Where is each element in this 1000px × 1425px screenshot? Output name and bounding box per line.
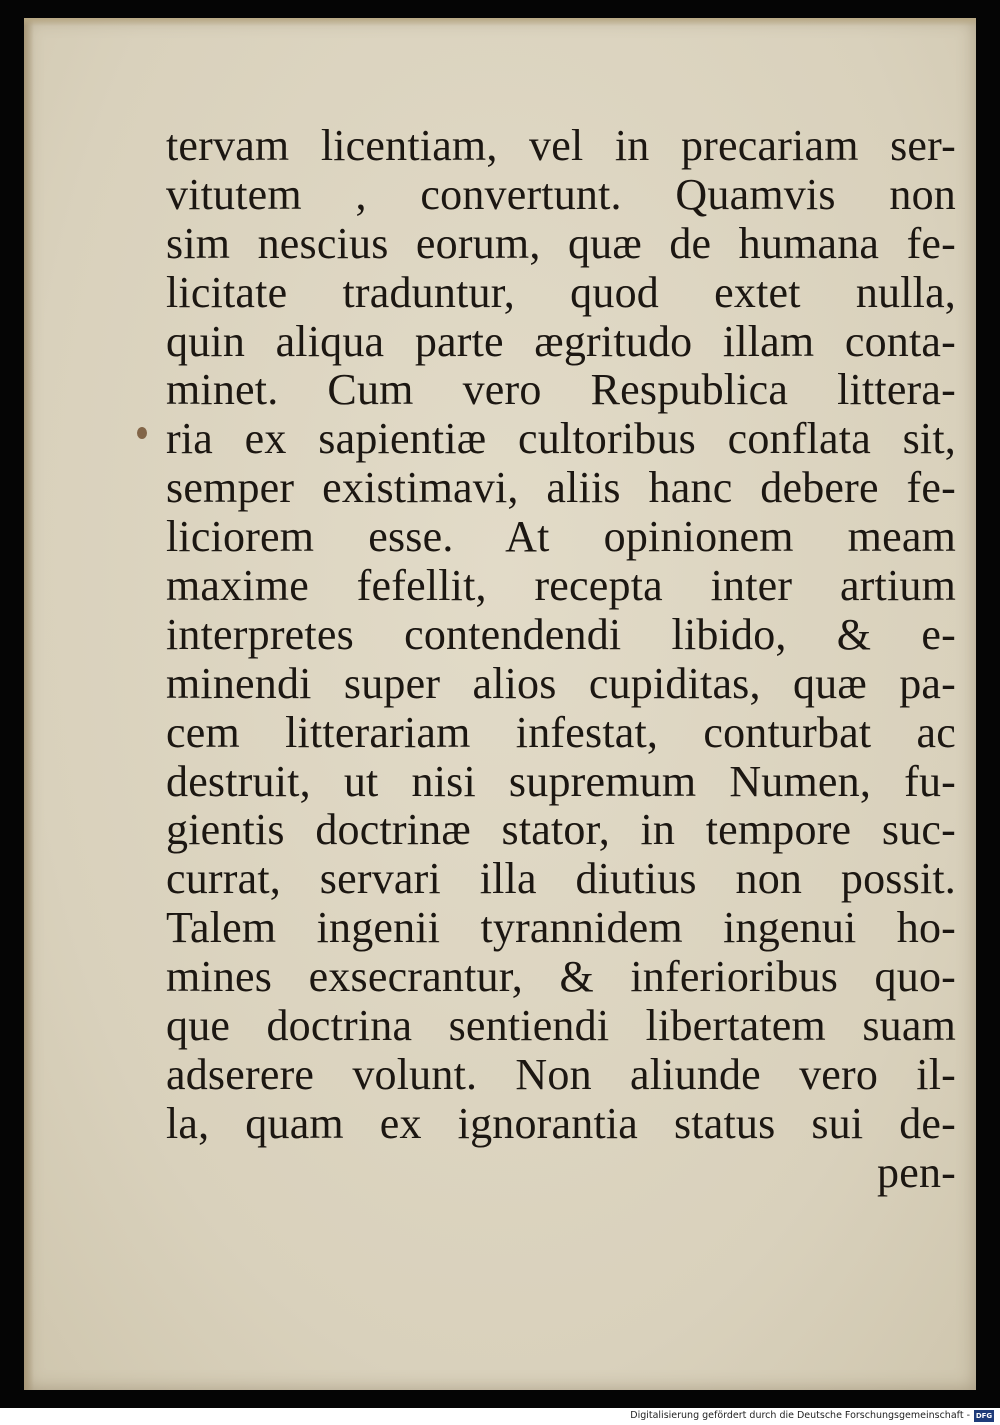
page-edge-shadow-top (24, 18, 976, 26)
text-line: vitutem , convertunt. Quamvis non (166, 169, 956, 219)
text-line: quin aliqua parte ægritudo illam conta- (166, 316, 956, 366)
text-line: mines exsecrantur, & inferioribus quo- (166, 952, 956, 1002)
text-line: interpretes contendendi libido, & e- (166, 609, 956, 659)
text-block (166, 122, 956, 1198)
text-line: gientis doctrinæ stator, in tempore suc- (166, 805, 956, 855)
page-edge-shadow-left (24, 18, 34, 1390)
text-line: tervam licentiam, vel in precariam ser- (166, 121, 956, 170)
text-line: destruit, ut nisi supremum Numen, fu- (166, 756, 956, 806)
text-line: liciorem esse. At opinionem meam (166, 512, 956, 562)
text-line: adserere volunt. Non aliunde vero il- (166, 1049, 956, 1099)
footer-credit-text: Digitalisierung gefördert durch die Deutsche Forschungsgemeinschaft - (630, 1410, 970, 1421)
text-line: ria ex sapientiæ cultoribus conflata sit, (166, 414, 956, 464)
text-line: sim nescius eorum, quæ de humana fe- (166, 218, 956, 268)
foxing-spot (137, 427, 147, 439)
dfg-logo: DFG (975, 1412, 993, 1420)
text-line: cem litterariam infestat, conturbat ac (166, 707, 956, 757)
catchword: pen- (877, 1147, 956, 1197)
text-line: maxime fefellit, recepta inter artium (166, 561, 956, 611)
text-line: que doctrina sentiendi libertatem suam (166, 1001, 956, 1051)
text-line: Talem ingenii tyrannidem ingenui ho- (166, 903, 956, 953)
text-line: licitate traduntur, quod extet nulla, (166, 267, 956, 317)
book-page (24, 18, 976, 1390)
text-line: semper existimavi, aliis hanc debere fe- (166, 463, 956, 513)
text-line: minendi super alios cupiditas, quæ pa- (166, 658, 956, 708)
digitization-footer (0, 1408, 1000, 1425)
text-line: la, quam ex ignorantia status sui de- (166, 1098, 956, 1148)
text-line: currat, servari illa diutius non possit. (166, 854, 956, 904)
text-line: minet. Cum vero Respublica littera- (166, 365, 956, 415)
